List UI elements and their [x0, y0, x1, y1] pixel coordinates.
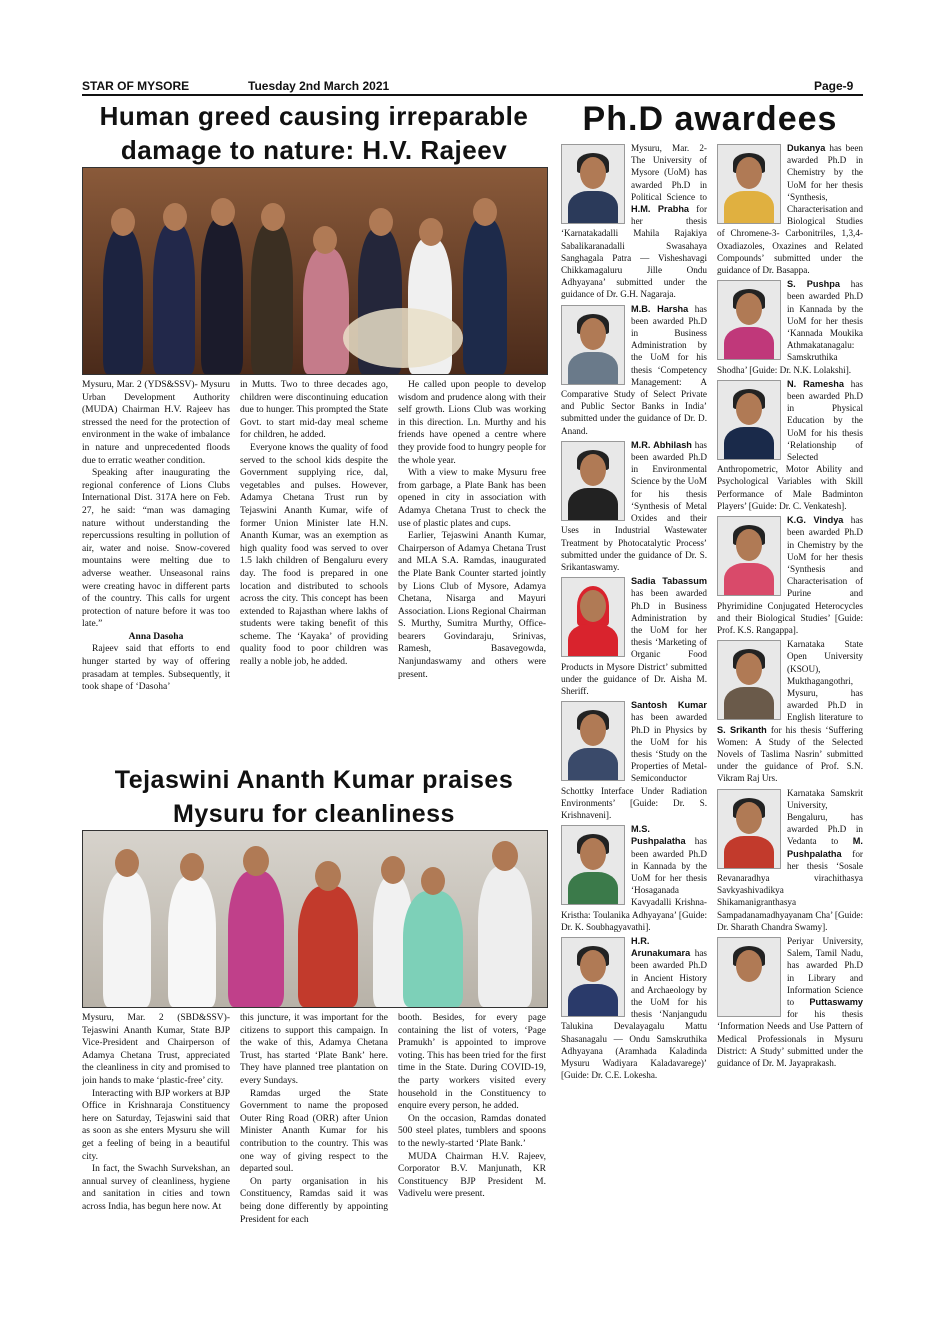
phd-entry-text: has been awarded Ph.D in Chemistry by the UoM for her thesis ‘Synthesis and Characterisation of Purine and Phyrimidine Conjugated Heterocycles and their Biological Studies’ [Guide: Prof. K.S. Rangappa].: [717, 515, 863, 635]
phd-column-left: [561, 142, 707, 1270]
phd-entry-name: H.M. Prabha: [631, 204, 690, 215]
phd-entry-text: has been awarded Ph.D in Business Administration by the UoM for her thesis ‘Marketing of Organic Food Products in Mysore District’ submitted under the guidance of Dr. Aisha M. Sheriff.: [561, 588, 707, 696]
phd-entry: [561, 575, 707, 697]
story1-col2-para-2: Everyone knows the quality of food served to the school kids despite the Government supplying rice, dal, vegetables and pulses. However, Adamya Chetana Trust run by Tejaswini Ananth Kumar, wife of former Union Minister late H.N. Ananth Kumar, was an exemption as high quality food was served to over 1.5 lakh children of Bengaluru every day. The food is prepared in one location and distributed to schools across the city. This concept has been extended to Rajasthan where lakhs of students were taking benefit of this scheme. The ‘Kayaka’ of providing quality food to poor children was really a noble job, he added.: [240, 442, 388, 668]
story2-col1-para-1: Mysuru, Mar. 2 (SBD&SSV)- Tejaswini Ananth Kumar, State BJP Vice-President and Chairperson of Adamya Chetana Trust, appreciated the cleanliness in city and promised to join hands to make ‘plastic-free’ city.: [82, 1013, 230, 1086]
page-number: Page-9: [814, 79, 854, 93]
phd-entry: [717, 514, 863, 636]
portrait-photo: [561, 577, 625, 657]
portrait-photo: [717, 937, 781, 1017]
story1-subhead: Anna Dasoha: [128, 631, 184, 642]
phd-entry-name: Sadia Tabassum: [631, 576, 707, 587]
story2-headline-line2: Mysuru for cleanliness: [173, 800, 455, 828]
phd-entry: [561, 439, 707, 573]
story1-column-3: [398, 379, 546, 753]
portrait-photo: [717, 640, 781, 720]
portrait-photo: [561, 441, 625, 521]
story1-headline: [82, 99, 546, 167]
issue-date: Tuesday 2nd March 2021: [248, 79, 390, 93]
phd-entry: [717, 638, 863, 784]
story2-headline: [82, 763, 546, 831]
portrait-photo: [717, 280, 781, 360]
portrait-photo: [561, 305, 625, 385]
phd-entry: [561, 699, 707, 821]
story1-col3-para-3: Earlier, Tejaswini Ananth Kumar, Chairperson of Adamya Chetana Trust and MLA S.A. Ramdas, inaugurated the Plate Bank Counter started jointly by Lions Club of Mysore, Adamya Chetana, Nisarga and Mayuri Association. Lions Regional Chairman S. Murthy, Sumitra Murthy, Office-bearers Govindaraju, Srinivas, Ramesh, Basavegowda, Nanjundaswamy and others were present.: [398, 531, 546, 680]
story2-col2-para-1: this juncture, it was important for the citizens to support this campaign. In the wake of this, Adamya Chetana Trust, has started ‘Plate Bank’ here. They have planned tree plantation on every Sundays.: [240, 1013, 388, 1086]
story1-col2-para-1: in Mutts. Two to three decades ago, children were discontinuing education due to hunger. This prompted the State Govt. to start mid-day meal scheme for children, he added.: [240, 380, 388, 441]
story2-col2-para-3: On party organisation in his Constituency, Ramdas said it was being done differently by appointing President for each: [240, 1176, 388, 1225]
story2-column-1: [82, 1012, 230, 1266]
portrait-photo: [717, 516, 781, 596]
phd-entry-text: has been awarded Ph.D in Business Administration by the UoM for his thesis ‘Competency Management: A Comparative Study of Select Private and Public Sector Banks in India’ submitted under the guidance of Dr. D. Anand.: [561, 303, 707, 436]
story2-photo: [82, 830, 548, 1008]
portrait-photo: [717, 144, 781, 224]
phd-entry-name: M.S. Pushpalatha: [631, 824, 686, 847]
phd-entry-text: has been awarded Ph.D in Kannada by the UoM for her thesis ‘Kannada Moukika Athmakatanagalu: Samskruthika Shodha’ [Guide: Dr. N.K. Lolakshi].: [717, 279, 863, 375]
phd-entry-lead: Karnataka State Open University (KSOU), Mukthagangothri, Mysuru, has awarded Ph.D in English literature to: [787, 639, 863, 723]
portrait-photo: [717, 789, 781, 869]
portrait-photo: [717, 380, 781, 460]
phd-entry-text: has been awarded Ph.D in Chemistry by the UoM for her thesis ‘Synthesis, Characterisation and Biological Studies of Chromene-3- Carbonitriles, 1,3,4-Oxadiazoles, Oxazines and Related Compounds’ submitted under the guidance of Dr. Basappa.: [717, 143, 863, 276]
story2-col3-para-2: On the occasion, Ramdas donated 500 steel plates, tumblers and spoons to the newly-started ‘Plate Bank.’: [398, 1113, 546, 1149]
phd-entry-text: for her thesis ‘Karnatakadalli Mahila Rajakiya Sabalikaranadalli Swasahaya Sanghagala Patra — Visheshavagi Chikkamagaluru Jille Ondu Adhyayana’ submitted under the guidance of Dr. G.H. Nagaraja.: [561, 204, 707, 300]
phd-entry-text: for her thesis ‘Sosale Revanaradhya virachithasya Savkyashivadikya Shikamanigranthasya Sampadanamadhyayanam Cha’ [Guide: Dr. Sharath Chandra Swamy].: [717, 848, 863, 932]
story2-col1-para-3: In fact, the Swachh Survekshan, an annual survey of cleanliness, hygiene and sanitation in cities and town across India, has begun here now. At: [82, 1164, 230, 1212]
story2-col3-para-1: booth. Besides, for every page containing the list of voters, ‘Page Pramukh’ is appointed to improve voting. This has been tried for the first time in the State. During COVID-19, the party workers visited every household in the Constituency to enquire every person, he added.: [398, 1013, 546, 1112]
phd-entry-name: N. Ramesha: [787, 378, 845, 389]
story1-col1-para-2: Speaking after inaugurating the regional conference of Lions Clubs International Dist. 317A here on Feb. 27, he said: “man was damaging nature without understanding the repercussions resulting in pollution of air, water and noise. Snow-covered mountains were melting due to adverse weather. Unseasonal rains were creating havoc in different parts of the country. This calls for urgent protection of nature before it was too late.”: [82, 468, 230, 630]
phd-entry: [717, 378, 863, 512]
phd-entry-name: S. Srikanth: [717, 724, 767, 735]
phd-entry-text: has been awarded Ph.D in Kannada by the UoM for her thesis ‘Hosaganada Kavyadalli Krishna-Kristha: Toulanika Adhyayana’ [Guide: Dr. K. Soubhagyavathi].: [561, 836, 707, 932]
story1-col1-para-3: Rajeev said that efforts to end hunger started by way of offering prasadam at temples. Subsequently, it took shape of ‘Dasoha’: [82, 644, 230, 693]
phd-entry-text: has been awarded Ph.D in Physics by the UoM for his thesis ‘Study on the Properties of Metal-Semiconductor Schottky Interface Under Radiation Environments’ [Guide: Dr. S. Krishnaveni].: [561, 712, 707, 820]
phd-entry-text: for his thesis ‘Suffering Women: A Study of the Selected Novels of Taslima Nasrin’ submitted under the guidance of Prof. S.N. Vikram Raj Urs.: [717, 724, 863, 784]
story2-col3-para-3: MUDA Chairman H.V. Rajeev, Corporator B.V. Manjunath, KR Constituency BJP President M. Vadivelu were present.: [398, 1151, 546, 1200]
phd-entry-name: H.R. Arunakumara: [631, 936, 691, 959]
phd-entry-text: has been awarded Ph.D in Ancient History and Archaeology by the UoM for his thesis ‘Nanjangudu Talukina Devalayagalu Mattu Shasanagalu — Ondu Samskruthika Adhyayana (Aramhada Kaladinda Mysuru Wadiyara Kaladavarege)’ [Guide: Dr. C.E. Lokesha.: [561, 948, 707, 1081]
phd-entry-name: M.R. Abhilash: [631, 439, 692, 450]
phd-entry-name: M.B. Harsha: [631, 303, 689, 314]
masthead-rule: [82, 94, 863, 96]
story2-column-2: [240, 1012, 388, 1266]
phd-entry-lead: Mysuru, Mar. 2- The University of Mysore (UoM) has awarded Ph.D in Political Science to: [631, 143, 707, 202]
story1-col3-para-2: With a view to make Mysuru free from garbage, a Plate Bank has been opened in city in association with Adamya Chetana Trust to check the use of plastic plates and cups.: [398, 468, 546, 529]
phd-entry: [717, 935, 863, 1069]
phd-entry-lead: Periyar University, Salem, Tamil Nadu, has awarded Ph.D in Library and Information Science to: [787, 936, 863, 1008]
phd-entry: [561, 142, 707, 301]
story1-column-1: [82, 379, 230, 753]
phd-entry-name: S. Pushpa: [787, 279, 840, 290]
phd-headline: Ph.D awardees: [582, 100, 838, 138]
story2-col1-para-2: Interacting with BJP workers at BJP Office in Krishnaraja Constituency here on Saturday, Tejaswini said that as soon as she enters Mysuru she will get a feeling of being in a beautiful city.: [82, 1088, 230, 1162]
portrait-photo: [561, 701, 625, 781]
story1-column-2: [240, 379, 388, 753]
phd-entry: [717, 278, 863, 376]
phd-entry-text: has been awarded Ph.D in Environmental Science by the UoM for his thesis ‘Synthesis of Metal Oxides and their Uses in Industrial Wastewater Treatment by Photocatalytic Process’ submitted under the guidance of Dr. S. Srikantaswamy.: [561, 439, 707, 572]
story1-headline-line2: damage to nature: H.V. Rajeev: [120, 135, 508, 165]
story2-column-3: [398, 1012, 546, 1266]
phd-entry: [717, 787, 863, 933]
phd-column-right: [717, 142, 863, 1270]
portrait-photo: [561, 825, 625, 905]
phd-entry: [561, 823, 707, 933]
phd-entry-name: K.G. Vindya: [787, 515, 844, 526]
phd-entry-name: M. Pushpalatha: [787, 836, 863, 859]
portrait-photo: [561, 937, 625, 1017]
phd-entry-text: for his thesis ‘Information Needs and Use Pattern of Medical Professionals in Mysuru District: A Study’ submitted under the guidance of Dr. M. Jayaprakash.: [717, 1009, 863, 1069]
phd-entry: [561, 303, 707, 437]
paper-name: STAR OF MYSORE: [82, 79, 190, 93]
portrait-photo: [561, 144, 625, 224]
story1-col3-para-1: He called upon people to develop wisdom and prudence along with their self growth. Lions Club was working in this direction. Ln. Murthy and his friends have opened a centre where they provide food to hungry people for the whole year.: [398, 380, 546, 466]
phd-entry-name: Puttaswamy: [809, 997, 863, 1008]
phd-entry-name: Santosh Kumar: [631, 700, 707, 711]
story2-col2-para-2: Ramdas urged the State Government to name the proposed Outer Ring Road (ORR) after Union Minister Ananth Kumar for his contribution to the country. This was one way of giving respect to the departed soul.: [240, 1088, 388, 1175]
phd-entry-text: has been awarded Ph.D in Physical Education by the UoM for his thesis ‘Relationship of Selected Anthropometric, Motor Ability and Psychological Variables with Skill Performance of Male Badminton Players’ [Guide: Dr. C. Venkatesh].: [717, 378, 863, 511]
story1-photo: [82, 167, 548, 375]
story1-headline-line1: Human greed causing irreparable: [99, 101, 529, 131]
story1-col1-para-1: Mysuru, Mar. 2 (YDS&SSV)- Mysuru Urban Development Authority (MUDA) Chairman H.V. Rajeev has stressed the need for the protection of environment in the wake of imbalance in nature and unprecedented floods due to erratic weather condition.: [82, 380, 230, 466]
phd-entry: [561, 935, 707, 1081]
phd-entry: [717, 142, 863, 276]
phd-entry-lead: Karnataka Samskrit University, Bengaluru, has awarded Ph.D in Vedanta to: [787, 787, 863, 847]
story2-headline-line1: Tejaswini Ananth Kumar praises: [114, 766, 514, 794]
phd-entry-name: Dukanya: [787, 143, 826, 153]
